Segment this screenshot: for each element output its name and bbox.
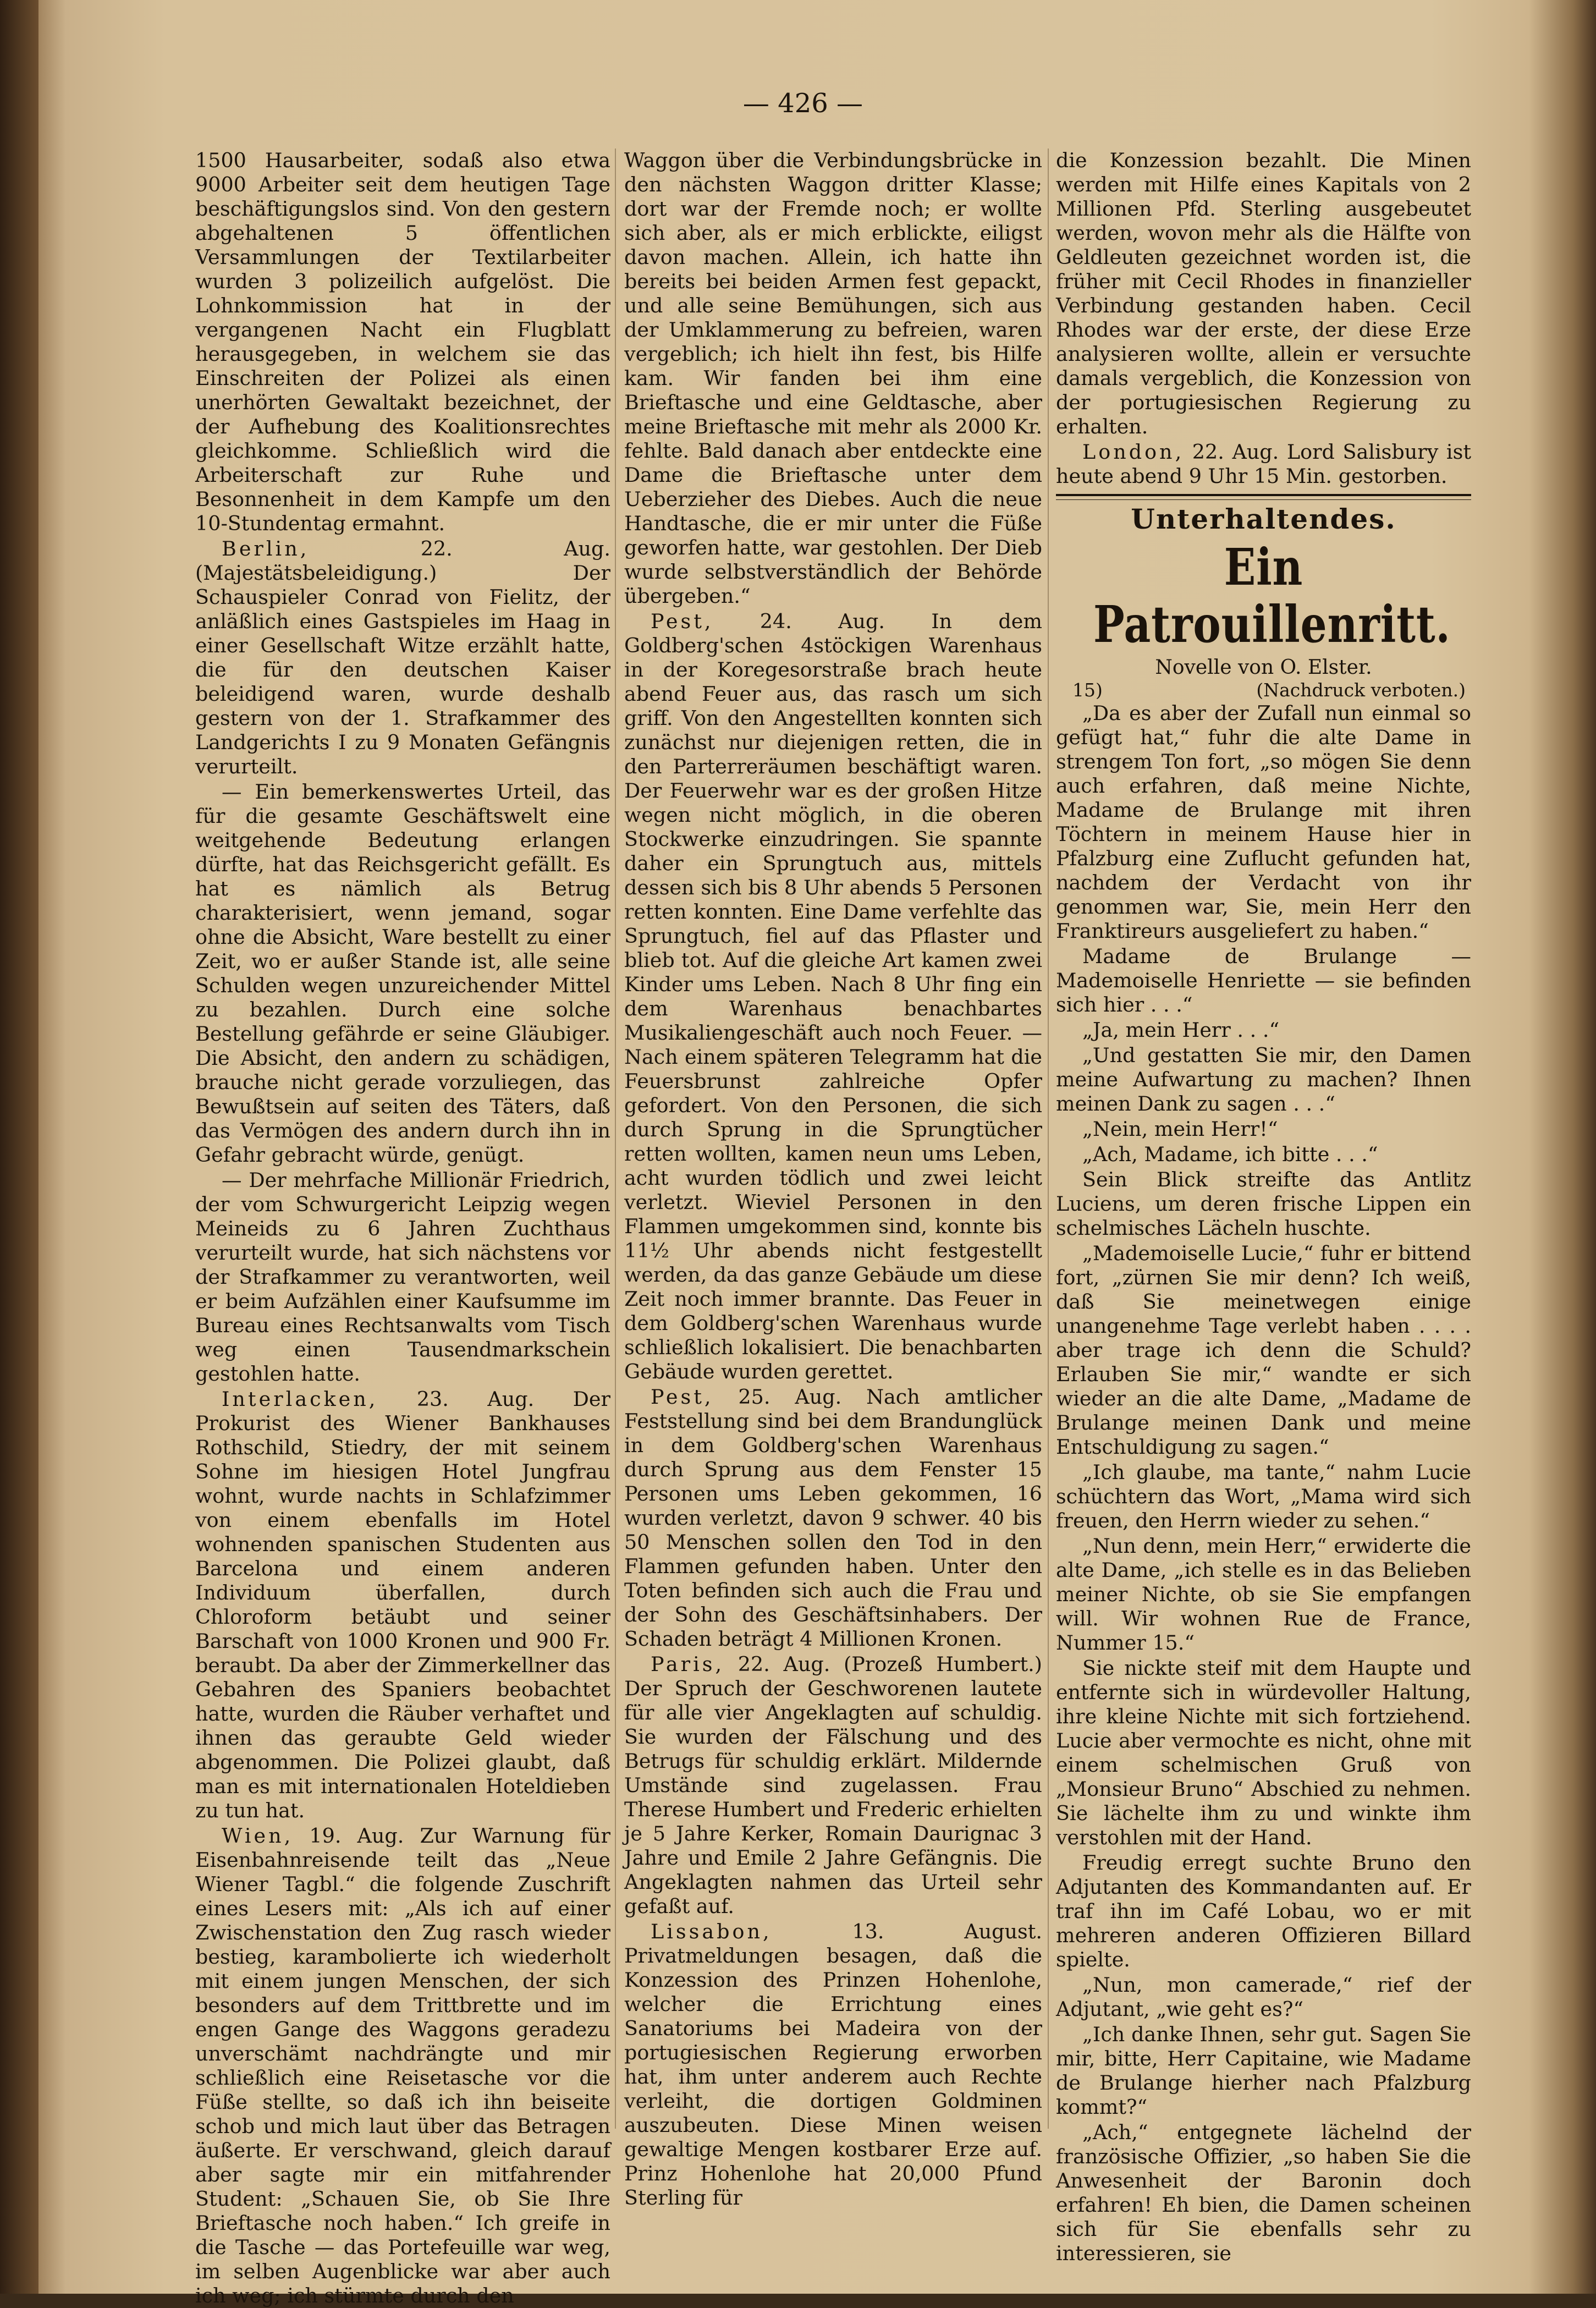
story-paragraph: Sein Blick streifte das Antlitz Luciens, um deren frische Lippen ein schelmisches Lächeln huschte.	[1056, 1168, 1471, 1240]
story-paragraph: „Ich glaube, ma tante,“ nahm Lucie schüchtern das Wort, „Mama wird sich freuen, den Herrn wieder zu sehen.“	[1056, 1460, 1471, 1532]
news-item-lissabon	[624, 1920, 1042, 2210]
news-item-reichsgericht: — Ein bemerkenswertes Urteil, das für die gesamte Geschäftswelt eine weitgehende Bedeutung erlangen dürfte, hat das Reichsgericht gefällt. Es hat es nämlich als Betrug charakterisiert, wenn jemand, sogar ohne die Absicht, Ware bestellt zu einer Zeit, wo er außer Stande ist, alle seine Schulden wegen unzureichender Mittel zu bezahlen. Durch eine solche Bestellung gefährde er seine Gläubiger. Die Absicht, den andern zu schädigen, brauche nicht gerade vorzuliegen, das Bewußtsein auf seiten des Täters, daß das Vermögen des andern durch ihn in Gefahr gebracht würde, genügt.	[195, 780, 610, 1167]
dateline-place: Interlacken,	[222, 1387, 378, 1411]
news-item-london	[1056, 440, 1471, 488]
column-2	[624, 149, 1042, 2210]
news-item-text: 23. Aug. Der Prokurist des Wiener Bankhauses Rothschild, Stiedry, der mit seinem Sohne im hiesigen Hotel Jungfrau wohnt, wurde nachts in Schlafzimmer von einem ebenfalls im Hotel wohnenden spanischen Studenten aus Barcelona und einem anderen Individuum überfallen, durch Chloroform betäubt und seiner Barschaft von 1000 Kronen und 900 Fr. beraubt. Da aber der Zimmerkellner das Gebahren des Spaniers beobachtet hatte, wurden die Räuber verhaftet und ihnen das geraubte Geld wieder abgenommen. Die Polizei glaubt, daß man es mit internationalen Hoteldieben zu tun hat.	[195, 1387, 610, 1822]
story-paragraph: „Nein, mein Herr!“	[1082, 1117, 1278, 1141]
news-item-friedrich: — Der mehrfache Millionär Friedrich, der vom Schwurgericht Leipzig wegen Meineids zu 6 Jahren Zuchthaus verurteilt wurde, hat sich nächstens vor der Strafkammer zu verantworten, weil er beim Aufzählen einer Kaufsumme im Bureau eines Rechtsanwalts vom Tisch weg einen Tausendmarkschein gestohlen hatte.	[195, 1168, 610, 1386]
story-paragraph: „Ja, mein Herr . . .“	[1082, 1018, 1280, 1042]
column-1	[195, 149, 610, 2307]
dateline-place: Wien,	[222, 1824, 294, 1848]
story-paragraph: „Mademoiselle Lucie,“ fuhr er bittend fort, „zürnen Sie mir denn? Ich weiß, daß Sie meinetwegen einige unangenehme Tage verlebt haben . . . . aber trage ich denn die Schuld? Erlauben Sie mir,“ wandte er sich wieder an die alte Dame, „Madame de Brulange meinen Dank und meine Entschuldigung zu sagen.“	[1056, 1241, 1471, 1459]
news-item-textile-strike: 1500 Hausarbeiter, sodaß also etwa 9000 Arbeiter seit dem heutigen Tage beschäftigungslos sind. Von den gestern abgehaltenen 5 öffentlichen Versammlungen der Textilarbeiter wurden 3 polizeilich aufgelöst. Die Lohnkommission hat in der vergangenen Nacht ein Flugblatt herausgegeben, in welchem sie das Einschreiten der Polizei als einen unerhörten Gewaltakt bezeichnet, der der Aufhebung des Koalitionsrechtes gleichkomme. Schließlich wird die Arbeiterschaft zur Ruhe und Besonnenheit in dem Kampfe um den 10-Stundentag ermahnt.	[195, 149, 610, 535]
story-byline: Novelle von O. Elster.	[1155, 656, 1372, 679]
news-item-text: 19. Aug. Zur Warnung für Eisenbahnreisende teilt das „Neue Wiener Tagbl.“ die folgende Zuschrift eines Lesers mit: „Als ich auf einer Zwischenstation den Zug rasch wieder bestieg, karambolierte ich wiederholt mit einem jungen Menschen, der sich besonders auf dem Trittbrette und im engen Gange des Waggons geradezu unverschämt nachdrängte und mir schließlich eine Reisetasche vor die Füße stellte, so daß ich ihn beiseite schob und mich laut über das Betragen äußerte. Er verschwand, gleich darauf aber sagte mir ein mitfahrender Student: „Schauen Sie, ob Sie Ihre Brieftasche noch haben.“ Ich greife in die Tasche — das Portefeuille war weg, im selben Augenblicke war aber auch ich weg; ich stürmte durch den	[195, 1824, 610, 2307]
story-paragraph: „Ach,“ entgegnete lächelnd der französische Offizier, „so haben Sie die Anwesenheit der Baronin doch erfahren! Eh bien, die Damen scheinen sich für Sie ebenfalls sehr zu interessieren, sie	[1056, 2120, 1471, 2265]
story-paragraph: Sie nickte steif mit dem Haupte und entfernte sich in würdevoller Haltung, ihre kleine Nichte mit sich fortziehend. Lucie aber vermochte es nicht, ohne mit einem schelmischen Gruß von „Monsieur Bruno“ Abschied zu nehmen. Sie lächelte ihm zu und winkte ihm verstohlen mit der Hand.	[1056, 1656, 1471, 1849]
news-item-text: 22. Aug. (Prozeß Humbert.) Der Spruch der Geschworenen lautete für alle vier Angeklagten auf schuldig. Sie wurden der Fälschung und des Betrugs für schuldig erklärt. Mildernde Umstände sind zugelassen. Frau Therese Humbert und Frederic erhielten je 5 Jahre Kerker, Romain Daurignac 3 Jahre und Emile 2 Jahre Gefängnis. Die Angeklagten nahmen das Urteil sehr gefaßt auf.	[624, 1652, 1042, 1918]
section-rule	[1056, 494, 1471, 500]
news-item-lissabon-continued: die Konzession bezahlt. Die Minen werden mit Hilfe eines Kapitals von 2 Millionen Pfd. Sterling ausgebeutet werden, wovon mehr als die Hälfte von Geldleuten gezeichnet worden ist, die früher mit Cecil Rhodes in finanzieller Verbindung gestanden haben. Cecil Rhodes war der erste, der diese Erze analysieren wollte, allein er versuchte damals vergeblich, die Konzession von der portugiesischen Regierung zu erhalten.	[1056, 149, 1471, 438]
news-item-wien	[195, 1824, 610, 2308]
news-item-text: 24. Aug. In dem Goldberg'schen 4stöckigen Warenhaus in der Koregesorstraße brach heute abend Feuer aus, das rasch um sich griff. Von den Angestellten konnten sich zunächst nur diejenigen retten, die in den Parterreräumen beschäftigt waren. Der Feuerwehr war es der großen Hitze wegen nicht möglich, in die oberen Stockwerke einzudringen. Sie spannte daher ein Sprungtuch aus, mittels dessen sich bis 8 Uhr abends 5 Personen retten konnten. Eine Dame verfehlte das Sprungtuch, fiel auf das Pflaster und blieb tot. Auf die gleiche Art kamen zwei Kinder ums Leben. Nach 8 Uhr fing ein dem Warenhaus benachbartes Musikaliengeschäft auch noch Feuer. — Nach einem späteren Telegramm hat die Feuersbrunst zahlreiche Opfer gefordert. Von den Personen, die sich durch Sprung in die Sprungtücher retten wollten, kamen neun ums Leben, acht wurden tödlich und zwei leicht verletzt. Wieviel Personen in den Flammen umgekommen sind, konnte bis 11½ Uhr abends nicht festgestellt werden, da das ganze Gebäude um diese Zeit noch immer brannte. Das Feuer in dem Goldberg'schen Warenhaus wurde schließlich lokalisiert. Die benachbarten Gebäude wurden gerettet.	[624, 609, 1042, 1383]
story-paragraph: Madame de Brulange — Mademoiselle Henriette — sie befinden sich hier . . .“	[1056, 944, 1471, 1016]
dateline-place: Pest,	[651, 1385, 714, 1409]
story-paragraph: Freudig erregt suchte Bruno den Adjutanten des Kommandanten auf. Er traf ihn im Café Lobau, wo er mit mehreren anderen Offizieren Billard spielte.	[1056, 1851, 1471, 1971]
section-title: Unterhaltendes.	[1131, 503, 1396, 535]
news-item-paris	[624, 1652, 1042, 1919]
news-item-interlacken	[195, 1387, 610, 1823]
story-paragraph: „Nun, mon camerade,“ rief der Adjutant, „wie geht es?“	[1056, 1973, 1471, 2021]
news-item-text: 22. Aug. (Majestätsbeleidigung.) Der Schauspieler Conrad von Fielitz, der anläßlich eines Gastspieles im Haag in einer Gesellschaft Witze erzählt hatte, die für den deutschen Kaiser beleidigend waren, wurde deshalb gestern von der 1. Strafkammer des Landgerichts I zu 9 Monaten Gefängnis verurteilt.	[195, 537, 610, 778]
story-meta	[1056, 679, 1471, 701]
story-paragraph: „Ach, Madame, ich bitte . . .“	[1082, 1142, 1378, 1166]
story-paragraph: „Und gestatten Sie mir, den Damen meine Aufwartung zu machen? Ihnen meinen Dank zu sagen . . .“	[1056, 1043, 1471, 1115]
column-divider	[1048, 149, 1049, 2129]
dateline-place: Berlin,	[222, 537, 310, 560]
column-3	[1056, 149, 1471, 2265]
news-item-text: 22. Aug. Lord Salisbury ist heute abend 9 Uhr 15 Min. gestorben.	[1056, 440, 1471, 488]
dateline-place: Lissabon,	[651, 1920, 772, 1943]
story-paragraph: „Ich danke Ihnen, sehr gut. Sagen Sie mir, bitte, Herr Capitaine, wie Madame de Brulange hierher nach Pfalzburg kommt?“	[1056, 2023, 1471, 2119]
story-title: Ein Patrouillenritt.	[1093, 537, 1451, 654]
book-binding	[0, 0, 38, 2294]
news-item-pest-fire	[624, 609, 1042, 1384]
dateline-place: Pest,	[651, 609, 714, 633]
news-item-text: 13. August. Privatmeldungen besagen, daß die Konzession des Prinzen Hohenlohe, welcher die Errichtung eines Sanatoriums bei Madeira von der portugiesischen Regierung erworben hat, ihm unter anderem auch Rechte verleiht, die dortigen Goldminen auszubeuten. Diese Minen weisen gewaltige Mengen kostbarer Erze auf. Prinz Hohenlohe hat 20,000 Pfund Sterling für	[624, 1920, 1042, 2210]
dateline-place: Paris,	[651, 1652, 725, 1676]
news-item-wien-continued: Waggon über die Verbindungsbrücke in den nächsten Waggon dritter Klasse; dort war der Fremde noch; er wollte sich aber, als er mich erblickte, eiligst davon machen. Allein, ich hatte ihn bereits bei beiden Armen fest gepackt, und alle seine Bemühungen, sich aus der Umklammerung zu befreien, waren vergeblich; ich hielt ihn fest, bis Hilfe kam. Wir fanden bei ihm eine Brieftasche und eine Geldtasche, aber meine Brieftasche mit mehr als 2000 Kr. fehlte. Bald danach aber entdeckte eine Dame die Brieftasche unter dem Ueberzieher des Diebes. Auch die neue Handtasche, die er mir unter die Füße geworfen hatte, war gestohlen. Der Dieb wurde selbstverständlich der Behörde übergeben.“	[624, 149, 1042, 608]
story-paragraph: „Nun denn, mein Herr,“ erwiderte die alte Dame, „ich stelle es in das Belieben meiner Nichte, ob sie Sie empfangen will. Wir wohnen Rue de France, Nummer 15.“	[1056, 1534, 1471, 1655]
dateline-place: London,	[1082, 440, 1185, 464]
reprint-note: (Nachdruck verboten.)	[1256, 679, 1466, 701]
news-item-text: 25. Aug. Nach amtlicher Feststellung sind bei dem Brandunglück in dem Goldberg'schen Warenhaus durch Sprung aus dem Fenster 15 Personen ums Leben gekommen, 16 wurden verletzt, davon 9 schwer. 40 bis 50 Menschen sollen den Tod in den Flammen gefunden haben. Unter den Toten befinden sich auch die Frau und der Sohn des Geschäftsinhabers. Der Schaden beträgt 4 Millionen Kronen.	[624, 1385, 1042, 1651]
news-item-berlin	[195, 537, 610, 779]
column-divider	[615, 149, 616, 2129]
story-paragraph: „Da es aber der Zufall nun einmal so gefügt hat,“ fuhr die alte Dame in strengem Ton fort, „so mögen Sie denn auch erfahren, daß meine Nichte, Madame de Brulange mit ihren Töchtern in meinem Hause hier in Pfalzburg eine Zuflucht gefunden hat, nachdem der Verdacht von ihr genommen war, Sie, mein Herr den Franktireurs ausgeliefert zu haben.“	[1056, 701, 1471, 943]
page-number: — 426 —	[742, 88, 863, 119]
installment-number: 15)	[1072, 679, 1103, 701]
news-item-pest-followup	[624, 1385, 1042, 1651]
